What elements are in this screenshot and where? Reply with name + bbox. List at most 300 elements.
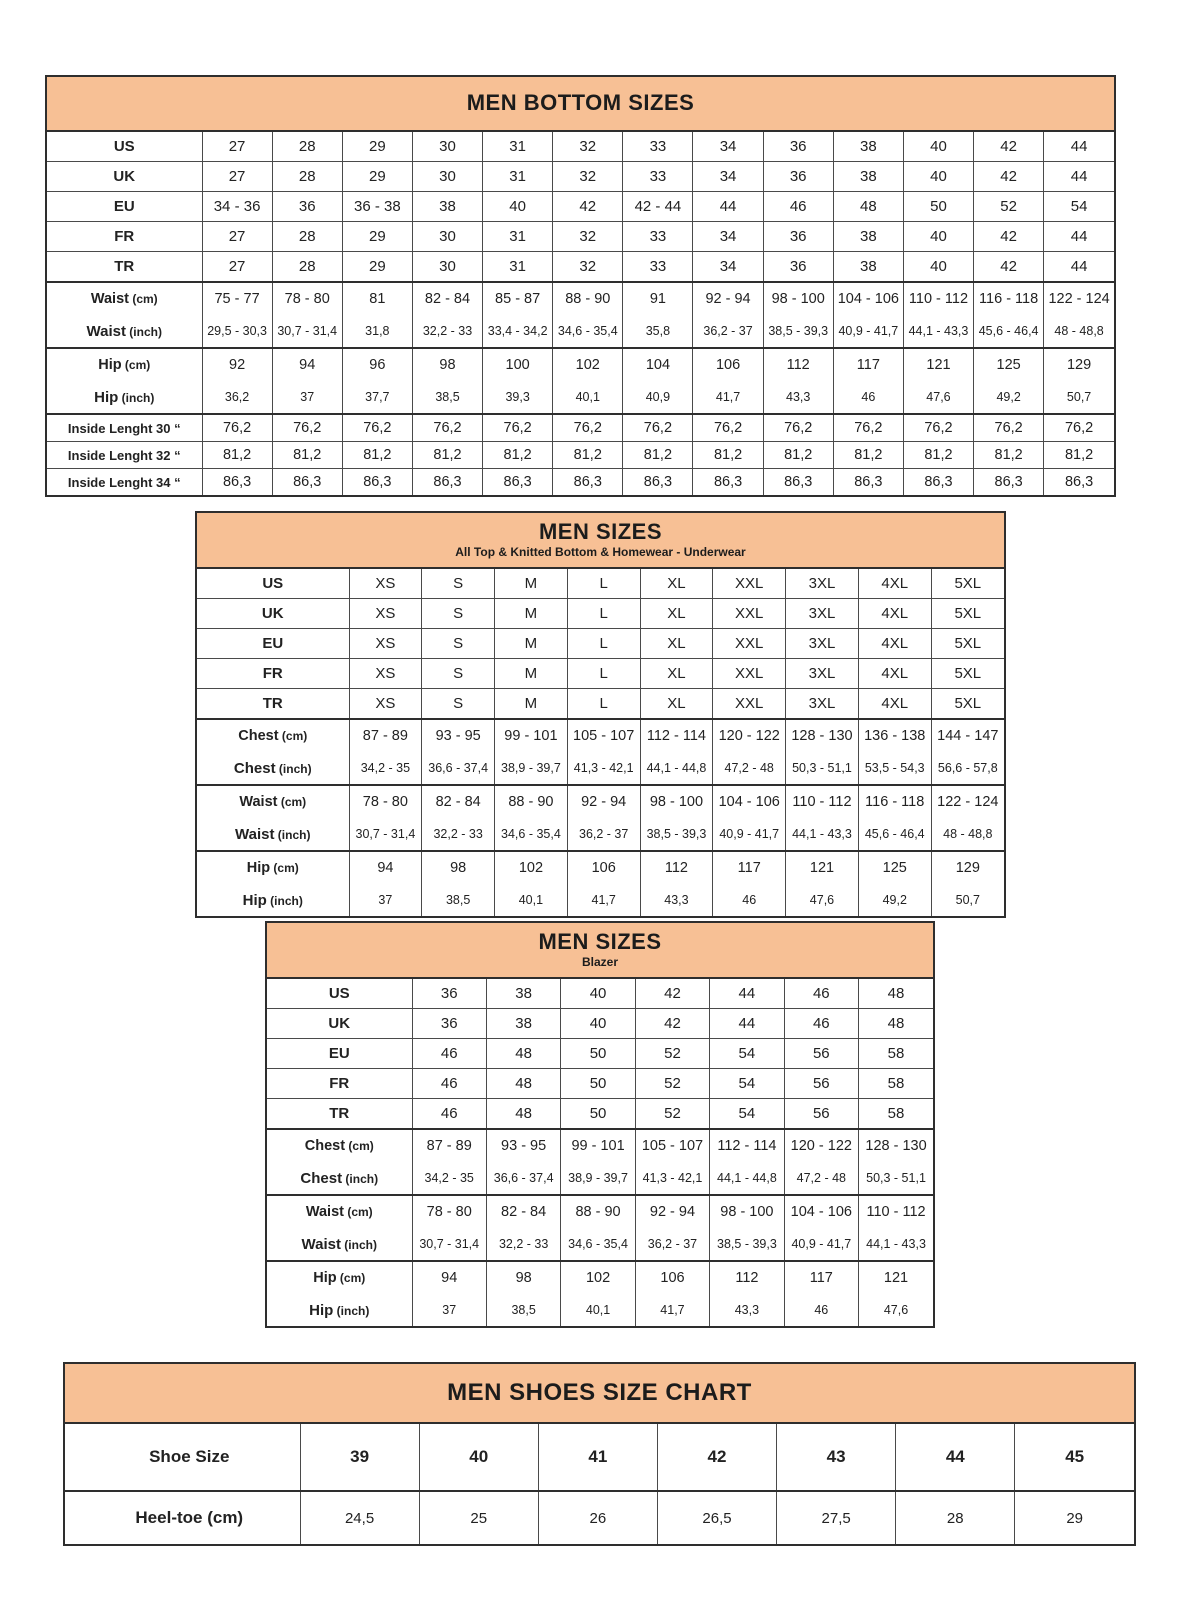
cell-value: 38 — [833, 222, 903, 252]
row-waist — [267, 1228, 933, 1261]
cell-value: 36,2 - 37 — [567, 818, 640, 851]
cell-value: 27 — [202, 132, 272, 162]
cell-value: 47,6 — [903, 381, 973, 414]
cell-value: 50 — [561, 1099, 635, 1130]
cell-value: 36,6 - 37,4 — [486, 1162, 560, 1195]
cell-value: 86,3 — [202, 469, 272, 496]
cell-value: 47,6 — [786, 884, 859, 916]
row-fr — [267, 1069, 933, 1099]
cell-value: 36 — [412, 1009, 486, 1039]
cell-value: 44 — [1044, 252, 1114, 283]
cell-value: 86,3 — [903, 469, 973, 496]
cell-value: M — [495, 659, 568, 689]
cell-value: 36 - 38 — [342, 192, 412, 222]
row-label: TR — [197, 689, 349, 720]
cell-value: 34 — [693, 222, 763, 252]
cell-value: 76,2 — [342, 414, 412, 442]
cell-value: XL — [640, 689, 713, 720]
cell-value: 27 — [202, 222, 272, 252]
cell-value: 50,3 - 51,1 — [786, 752, 859, 785]
cell-value: 117 — [784, 1261, 858, 1294]
cell-value: XS — [349, 629, 422, 659]
cell-value: 112 - 114 — [640, 719, 713, 752]
row-label: US — [113, 138, 135, 155]
cell-value: 86,3 — [483, 469, 553, 496]
row-hip — [267, 1261, 933, 1294]
cell-value: 93 - 95 — [486, 1129, 560, 1162]
row-label-unit: (inch) — [274, 827, 311, 842]
row-label: EU — [267, 1039, 412, 1069]
cell-value: 40 — [903, 222, 973, 252]
cell-value: 75 - 77 — [202, 282, 272, 315]
cell-value: 82 - 84 — [412, 282, 482, 315]
cell-value: 85 - 87 — [483, 282, 553, 315]
cell-value: 42 — [974, 162, 1044, 192]
cell-value: 27 — [202, 162, 272, 192]
cell-value: 33,4 - 34,2 — [483, 315, 553, 348]
cell-value: 29 — [342, 222, 412, 252]
cell-value: 81,2 — [483, 442, 553, 469]
cell-value: 31,8 — [342, 315, 412, 348]
cell-value: 42 - 44 — [623, 192, 693, 222]
row-shoe-size — [65, 1424, 1134, 1491]
row-uk — [267, 1009, 933, 1039]
cell-value: 5XL — [931, 659, 1004, 689]
cell-value: 31 — [483, 252, 553, 283]
cell-value: 34,6 - 35,4 — [561, 1228, 635, 1261]
cell-value: L — [567, 689, 640, 720]
cell-value: 45,6 - 46,4 — [974, 315, 1044, 348]
cell-value: 25 — [419, 1491, 538, 1544]
cell-value: 120 - 122 — [784, 1129, 858, 1162]
cell-value: 34,2 - 35 — [412, 1162, 486, 1195]
cell-value: 43 — [777, 1424, 896, 1491]
row-label: Waist (cm) — [267, 1195, 412, 1228]
cell-value: 36,6 - 37,4 — [422, 752, 495, 785]
cell-value: XS — [349, 659, 422, 689]
cell-value: 24,5 — [300, 1491, 419, 1544]
cell-value: 30 — [412, 132, 482, 162]
cell-value: 54 — [710, 1099, 784, 1130]
cell-value: 42 — [657, 1424, 776, 1491]
cell-value: 104 - 106 — [784, 1195, 858, 1228]
row-tr — [197, 689, 1004, 720]
cell-value: 112 — [640, 851, 713, 884]
cell-value: 81,2 — [412, 442, 482, 469]
cell-value: 99 - 101 — [495, 719, 568, 752]
cell-value: 27 — [202, 252, 272, 283]
cell-value: 81,2 — [903, 442, 973, 469]
cell-value: XL — [640, 629, 713, 659]
cell-value: 56 — [784, 1069, 858, 1099]
cell-value: 94 — [349, 851, 422, 884]
cell-value: 104 - 106 — [833, 282, 903, 315]
cell-value: 46 — [412, 1099, 486, 1130]
cell-value: 38,5 — [412, 381, 482, 414]
row-us — [267, 979, 933, 1009]
cell-value: 120 - 122 — [713, 719, 786, 752]
cell-value: 50 — [561, 1069, 635, 1099]
cell-value: 33 — [623, 162, 693, 192]
cell-value: 46 — [784, 1294, 858, 1326]
cell-value: 86,3 — [833, 469, 903, 496]
row-label-unit: (cm) — [128, 292, 158, 306]
cell-value: 27,5 — [777, 1491, 896, 1544]
cell-value: 88 - 90 — [495, 785, 568, 818]
cell-value: 36 — [272, 192, 342, 222]
row-hip — [47, 381, 1114, 414]
row-label-unit: (inch) — [342, 1171, 379, 1186]
cell-value: 52 — [635, 1069, 709, 1099]
cell-value: 121 — [859, 1261, 933, 1294]
cell-value: S — [422, 569, 495, 599]
row-label: US — [262, 575, 284, 592]
cell-value: 40,1 — [495, 884, 568, 916]
cell-value: 47,2 - 48 — [784, 1162, 858, 1195]
cell-value: 37 — [412, 1294, 486, 1326]
cell-value: 44 — [710, 1009, 784, 1039]
row-chest — [197, 719, 1004, 752]
cell-value: 78 - 80 — [272, 282, 342, 315]
size-grid — [47, 132, 1114, 495]
row-label: Hip (cm) — [47, 348, 202, 381]
row-label-unit: (cm) — [277, 795, 307, 809]
cell-value: 102 — [561, 1261, 635, 1294]
men-sizes-blazer-table — [265, 921, 935, 1328]
cell-value: 44,1 - 43,3 — [786, 818, 859, 851]
cell-value: 116 - 118 — [974, 282, 1044, 315]
cell-value: 106 — [635, 1261, 709, 1294]
row-label: US — [328, 985, 350, 1002]
cell-value: 30 — [412, 162, 482, 192]
cell-value: 42 — [635, 979, 709, 1009]
cell-value: 4XL — [858, 629, 931, 659]
table-header — [65, 1364, 1134, 1424]
cell-value: 29 — [1015, 1491, 1134, 1544]
cell-value: 44,1 - 44,8 — [710, 1162, 784, 1195]
cell-value: 104 - 106 — [713, 785, 786, 818]
cell-value: 37 — [272, 381, 342, 414]
cell-value: 28 — [272, 162, 342, 192]
row-label: Inside Lenght 30 “ — [47, 414, 202, 442]
row-hip — [267, 1294, 933, 1326]
cell-value: S — [422, 629, 495, 659]
row-waist — [267, 1195, 933, 1228]
cell-value: 32 — [553, 132, 623, 162]
cell-value: 39 — [300, 1424, 419, 1491]
cell-value: 35,8 — [623, 315, 693, 348]
row-tr — [47, 252, 1114, 283]
cell-value: 31 — [483, 132, 553, 162]
cell-value: 34 — [693, 132, 763, 162]
cell-value: 38,5 — [486, 1294, 560, 1326]
cell-value: 93 - 95 — [422, 719, 495, 752]
cell-value: 37,7 — [342, 381, 412, 414]
cell-value: 33 — [623, 222, 693, 252]
cell-value: 33 — [623, 252, 693, 283]
cell-value: 86,3 — [974, 469, 1044, 496]
cell-value: 86,3 — [623, 469, 693, 496]
cell-value: 86,3 — [1044, 469, 1114, 496]
table-title: MEN SIZES — [538, 929, 662, 955]
cell-value: 32 — [553, 162, 623, 192]
row-label-unit: (inch) — [118, 390, 155, 405]
cell-value: 31 — [483, 222, 553, 252]
cell-value: 44 — [896, 1424, 1015, 1491]
row-label: Hip (inch) — [94, 388, 155, 406]
cell-value: 81,2 — [553, 442, 623, 469]
cell-value: 105 - 107 — [567, 719, 640, 752]
cell-value: 76,2 — [202, 414, 272, 442]
cell-value: L — [567, 599, 640, 629]
cell-value: 29 — [342, 162, 412, 192]
cell-value: 50 — [903, 192, 973, 222]
cell-value: 54 — [710, 1039, 784, 1069]
row-label: Heel-toe (cm) — [65, 1491, 300, 1544]
cell-value: XS — [349, 599, 422, 629]
cell-value: 32,2 - 33 — [422, 818, 495, 851]
cell-value: 48 - 48,8 — [1044, 315, 1114, 348]
cell-value: 46 — [713, 884, 786, 916]
row-label: Chest (cm) — [267, 1129, 412, 1162]
cell-value: 48 - 48,8 — [931, 818, 1004, 851]
cell-value: 26 — [538, 1491, 657, 1544]
row-label: Waist (cm) — [197, 785, 349, 818]
cell-value: 110 - 112 — [859, 1195, 933, 1228]
row-eu — [267, 1039, 933, 1069]
cell-value: 32,2 - 33 — [486, 1228, 560, 1261]
row-label-unit: (cm) — [278, 729, 308, 743]
row-label: Hip (cm) — [197, 851, 349, 884]
cell-value: 94 — [272, 348, 342, 381]
cell-value: M — [495, 629, 568, 659]
cell-value: 38 — [833, 162, 903, 192]
cell-value: 3XL — [786, 659, 859, 689]
row-label-unit: (cm) — [343, 1205, 373, 1219]
cell-value: 58 — [859, 1039, 933, 1069]
cell-value: 40,1 — [561, 1294, 635, 1326]
row-tr — [267, 1099, 933, 1130]
cell-value: XS — [349, 569, 422, 599]
cell-value: 34,6 - 35,4 — [553, 315, 623, 348]
row-label: Waist (inch) — [235, 825, 311, 843]
cell-value: 96 — [342, 348, 412, 381]
cell-value: 86,3 — [553, 469, 623, 496]
cell-value: 110 - 112 — [903, 282, 973, 315]
cell-value: 41,3 - 42,1 — [635, 1162, 709, 1195]
cell-value: 81,2 — [272, 442, 342, 469]
cell-value: 106 — [693, 348, 763, 381]
cell-value: 43,3 — [763, 381, 833, 414]
cell-value: 92 - 94 — [567, 785, 640, 818]
cell-value: 40 — [561, 1009, 635, 1039]
table-header — [47, 77, 1114, 132]
cell-value: 34 — [693, 162, 763, 192]
cell-value: 125 — [858, 851, 931, 884]
cell-value: 117 — [713, 851, 786, 884]
cell-value: 44 — [710, 979, 784, 1009]
cell-value: 86,3 — [412, 469, 482, 496]
row-label: FR — [267, 1069, 412, 1099]
cell-value: 50,3 - 51,1 — [859, 1162, 933, 1195]
cell-value: 41,7 — [693, 381, 763, 414]
cell-value: 40 — [561, 979, 635, 1009]
cell-value: 44 — [1044, 222, 1114, 252]
cell-value: 38 — [486, 979, 560, 1009]
cell-value: 144 - 147 — [931, 719, 1004, 752]
cell-value: 56,6 - 57,8 — [931, 752, 1004, 785]
row-label: Waist (inch) — [86, 322, 162, 340]
cell-value: XL — [640, 569, 713, 599]
men-shoes-size-chart-table — [63, 1362, 1136, 1546]
cell-value: 46 — [784, 1009, 858, 1039]
cell-value: 78 - 80 — [349, 785, 422, 818]
cell-value: 4XL — [858, 689, 931, 720]
cell-value: 48 — [486, 1069, 560, 1099]
cell-value: 81,2 — [1044, 442, 1114, 469]
cell-value: 87 - 89 — [349, 719, 422, 752]
cell-value: 34,6 - 35,4 — [495, 818, 568, 851]
row-label-unit: (inch) — [275, 761, 312, 776]
table-header — [267, 923, 933, 979]
cell-value: 5XL — [931, 569, 1004, 599]
row-label-unit: (cm) — [121, 358, 151, 372]
cell-value: 50,7 — [931, 884, 1004, 916]
cell-value: 52 — [974, 192, 1044, 222]
cell-value: 49,2 — [974, 381, 1044, 414]
row-inside-lenght-30 — [47, 414, 1114, 442]
cell-value: 81,2 — [202, 442, 272, 469]
row-label: EU — [47, 192, 202, 222]
cell-value: 125 — [974, 348, 1044, 381]
cell-value: 36 — [412, 979, 486, 1009]
cell-value: S — [422, 659, 495, 689]
cell-value: 42 — [974, 252, 1044, 283]
cell-value: 44,1 - 43,3 — [903, 315, 973, 348]
cell-value: 3XL — [786, 569, 859, 599]
cell-value: 44,1 - 44,8 — [640, 752, 713, 785]
cell-value: XS — [349, 689, 422, 720]
size-grid — [197, 569, 1004, 916]
cell-value: 86,3 — [763, 469, 833, 496]
cell-value: 30,7 - 31,4 — [272, 315, 342, 348]
cell-value: 28 — [272, 132, 342, 162]
cell-value: 40,9 — [623, 381, 693, 414]
cell-value: 92 - 94 — [693, 282, 763, 315]
cell-value: 98 - 100 — [710, 1195, 784, 1228]
cell-value: M — [495, 599, 568, 629]
cell-value: 98 - 100 — [640, 785, 713, 818]
row-label: Hip (inch) — [242, 891, 303, 909]
row-fr — [47, 222, 1114, 252]
cell-value: 4XL — [858, 659, 931, 689]
cell-value: 44 — [693, 192, 763, 222]
cell-value: 46 — [763, 192, 833, 222]
cell-value: 104 — [623, 348, 693, 381]
row-label: TR — [267, 1099, 412, 1130]
cell-value: 3XL — [786, 599, 859, 629]
cell-value: 102 — [495, 851, 568, 884]
cell-value: 33 — [623, 132, 693, 162]
row-heel-toe-cm — [65, 1491, 1134, 1544]
cell-value: 76,2 — [974, 414, 1044, 442]
cell-value: 47,2 - 48 — [713, 752, 786, 785]
cell-value: L — [567, 629, 640, 659]
cell-value: 38,9 - 39,7 — [561, 1162, 635, 1195]
cell-value: 136 - 138 — [858, 719, 931, 752]
cell-value: 41,7 — [567, 884, 640, 916]
cell-value: 81,2 — [833, 442, 903, 469]
cell-value: 58 — [859, 1069, 933, 1099]
cell-value: 76,2 — [412, 414, 482, 442]
row-chest — [267, 1129, 933, 1162]
row-label-unit: (cm) — [345, 1139, 374, 1153]
row-eu — [197, 629, 1004, 659]
row-label-unit: (inch) — [125, 324, 162, 339]
cell-value: XXL — [713, 599, 786, 629]
row-uk — [197, 599, 1004, 629]
cell-value: 76,2 — [763, 414, 833, 442]
row-us — [197, 569, 1004, 599]
row-label-unit: (cm) — [336, 1271, 366, 1285]
cell-value: 76,2 — [903, 414, 973, 442]
cell-value: XL — [640, 659, 713, 689]
cell-value: 76,2 — [1044, 414, 1114, 442]
cell-value: S — [422, 689, 495, 720]
row-label-unit: (inch) — [340, 1237, 377, 1252]
row-hip — [197, 884, 1004, 916]
cell-value: 30,7 - 31,4 — [412, 1228, 486, 1261]
row-fr — [197, 659, 1004, 689]
cell-value: 99 - 101 — [561, 1129, 635, 1162]
cell-value: XXL — [713, 629, 786, 659]
cell-value: 40,1 — [553, 381, 623, 414]
cell-value: 86,3 — [693, 469, 763, 496]
cell-value: 81,2 — [974, 442, 1044, 469]
cell-value: 30,7 - 31,4 — [349, 818, 422, 851]
cell-value: 39,3 — [483, 381, 553, 414]
cell-value: 38,5 — [422, 884, 495, 916]
cell-value: 36 — [763, 132, 833, 162]
row-waist — [197, 818, 1004, 851]
cell-value: 41,7 — [635, 1294, 709, 1326]
cell-value: 102 — [553, 348, 623, 381]
row-label: EU — [197, 629, 349, 659]
cell-value: 112 — [710, 1261, 784, 1294]
cell-value: 36,2 - 37 — [693, 315, 763, 348]
cell-value: 98 — [412, 348, 482, 381]
cell-value: 41,3 - 42,1 — [567, 752, 640, 785]
cell-value: 82 - 84 — [486, 1195, 560, 1228]
cell-value: 45,6 - 46,4 — [858, 818, 931, 851]
cell-value: 29 — [342, 252, 412, 283]
table-subtitle: Blazer — [581, 955, 619, 970]
cell-value: 56 — [784, 1099, 858, 1130]
cell-value: 36 — [763, 222, 833, 252]
cell-value: 38 — [833, 132, 903, 162]
cell-value: 29,5 - 30,3 — [202, 315, 272, 348]
cell-value: 41 — [538, 1424, 657, 1491]
cell-value: 110 - 112 — [786, 785, 859, 818]
cell-value: 40,9 - 41,7 — [713, 818, 786, 851]
cell-value: M — [495, 689, 568, 720]
cell-value: 121 — [903, 348, 973, 381]
cell-value: 121 — [786, 851, 859, 884]
cell-value: 43,3 — [710, 1294, 784, 1326]
cell-value: 38,5 - 39,3 — [763, 315, 833, 348]
cell-value: 40 — [419, 1424, 538, 1491]
cell-value: 36 — [763, 162, 833, 192]
